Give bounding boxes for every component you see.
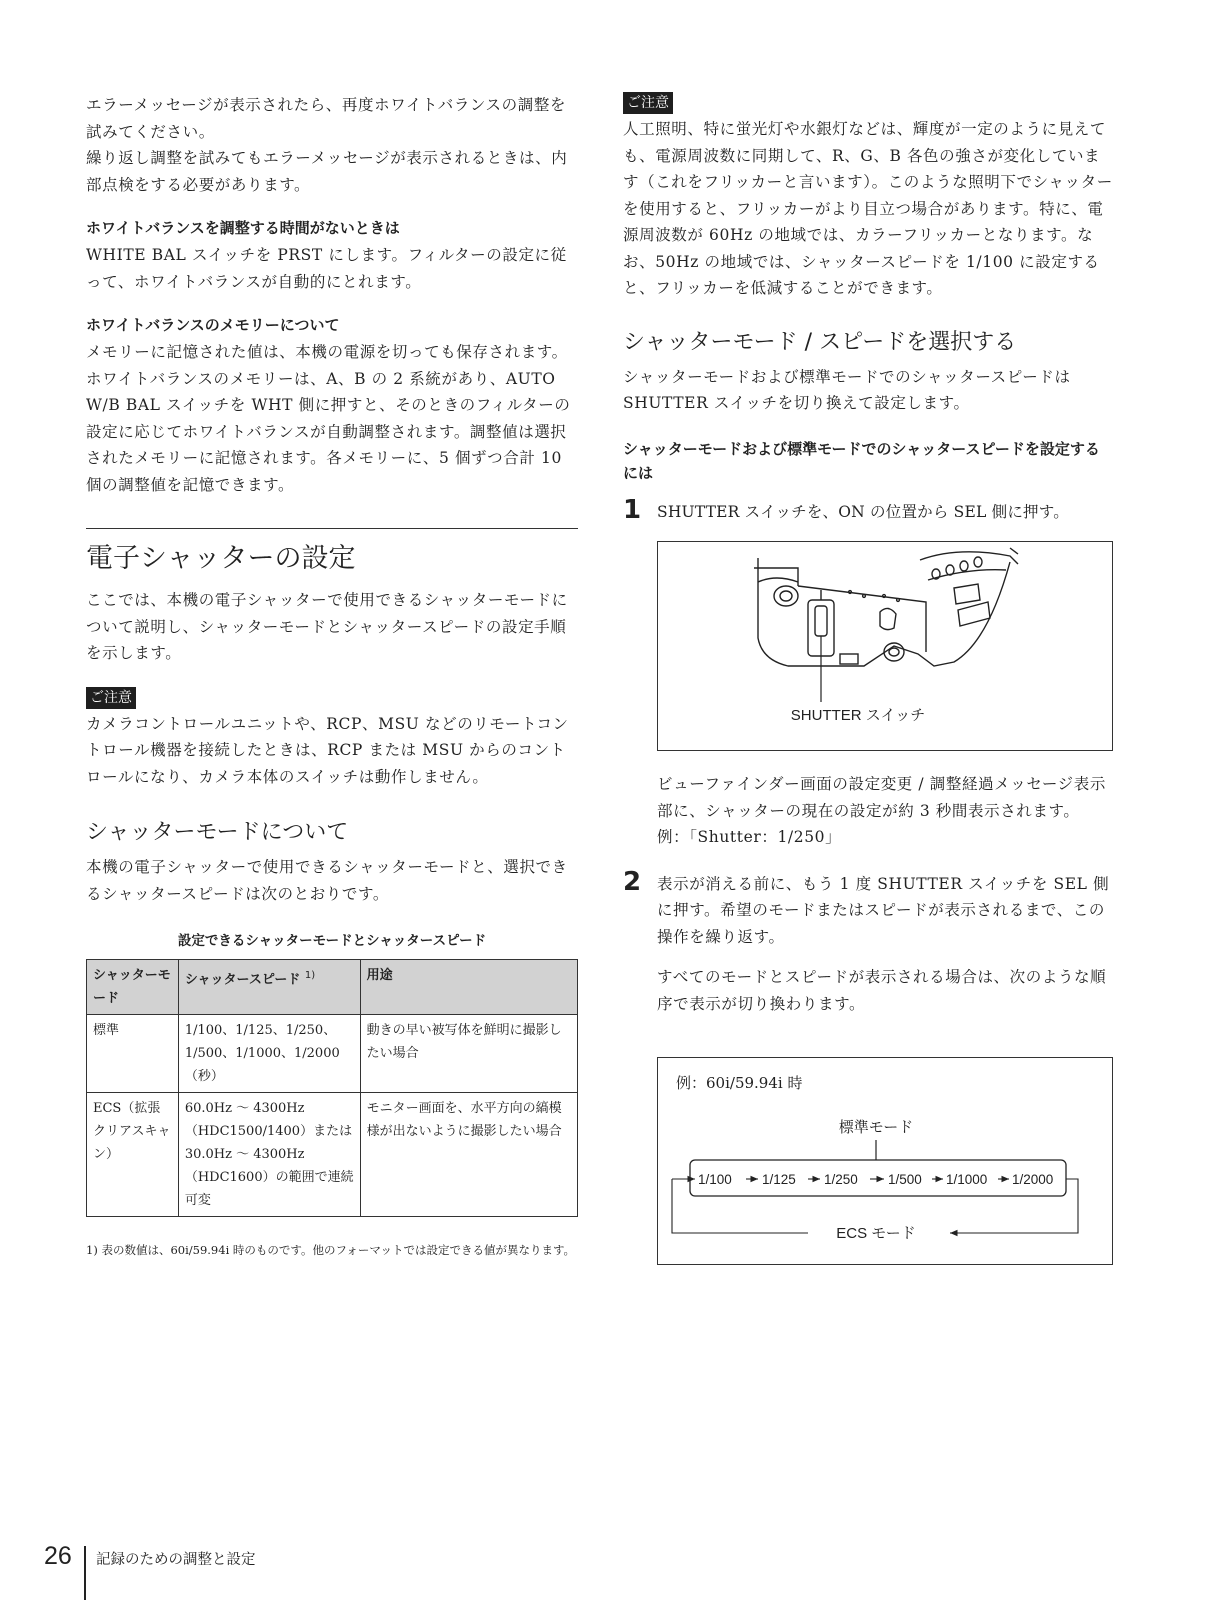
caution-label: ご注意 [86, 687, 136, 709]
step-2 [623, 866, 1113, 951]
table-cell: ECS（拡張クリアスキャン） [87, 1093, 179, 1217]
step-2-note-paragraph: すべてのモードとスピードが表示される場合は、次のような順序で表示が切り換わります。 [657, 968, 1107, 1013]
subheading-no-time: ホワイトバランスを調整する時間がないときは [86, 219, 400, 237]
table-title: 設定できるシャッターモードとシャッタースピード [177, 933, 487, 949]
subheading-memory: ホワイトバランスのメモリーについて [86, 316, 340, 334]
shutter-mode-table [86, 959, 578, 1217]
table-header-row [87, 960, 578, 1015]
flow-ecs-mode-label: ECS モード [836, 1225, 916, 1242]
select-paragraph: シャッターモードおよび標準モードでのシャッタースピードは SHUTTER スイッチを切り換えて設定します。 [623, 367, 1071, 412]
page-number: 26 [44, 1542, 72, 1570]
intro-paragraph-1: エラーメッセージが表示されたら、再度ホワイトバランスの調整を試みてください。 [86, 96, 567, 141]
table-cell: 1/100、1/125、1/250、1/500、1/1000、1/2000（秒） [178, 1015, 360, 1093]
step-number: 1 [623, 494, 642, 525]
right-column [623, 92, 1113, 1265]
caution-paragraph: カメラコントロールユニットや、RCP、MSU などのリモートコントロール機器を接続したときは、RCP または MSU からのコントロールになり、カメラ本体のスイッチは動作しません。 [86, 714, 569, 786]
section-intro: ここでは、本機の電子シャッターで使用できるシャッターモードについて説明し、シャッターモードとシャッタースピードの設定手順を示します。 [86, 591, 568, 662]
caution-block [86, 687, 578, 791]
flow-standard-speed-box [690, 1160, 1066, 1196]
table-row [87, 1015, 578, 1093]
flow-standard-mode-label: 標準モード [838, 1119, 914, 1136]
flow-speed-5: 1/1000 [946, 1172, 988, 1187]
table-header-mode: シャッターモード [87, 960, 179, 1015]
step-1-result [623, 771, 1113, 851]
caution-label: ご注意 [623, 92, 673, 114]
caution-block-flicker [623, 92, 1113, 302]
flicker-caution-paragraph: 人工照明、特に蛍光灯や水銀灯などは、輝度が一定のように見えても、電源周波数に同期して、R、G、B 各色の強さが変化しています（これをフリッカーと言います）。このような照明下でシャッターを使用すると、フリッカーがより目立つ場合があります。特に、電源周波数が 60Hz の地域では、カラーフリッカーとなります。なお、50Hz の地域では、シャッタースピードを 1/100 に設定すると、フリッカーを低減することができます。 [623, 120, 1113, 297]
left-column [86, 92, 578, 1260]
flow-speed-4: 1/500 [888, 1172, 922, 1187]
table-header-speed [178, 960, 360, 1015]
table-cell: 60.0Hz ～ 4300Hz（HDC1500/1400）または 30.0Hz ～ 4300Hz（HDC1600）の範囲で連続可変 [178, 1093, 360, 1217]
table-cell: 標準 [87, 1015, 179, 1093]
flow-speed-1: 1/100 [698, 1172, 732, 1187]
figure-label-shutter-switch: SHUTTER スイッチ [790, 707, 926, 724]
flow-speed-2: 1/125 [762, 1172, 796, 1187]
memory-paragraph-2: ホワイトバランスのメモリーは、A、B の 2 系統があり、AUTO W/B BAL スイッチを WHT 側に押すと、そのときのフィルターの設定に応じてホワイトバランスが自動調整されます。調整値は選択されたメモリーに記憶されます。各メモリーに、5 個ずつ合計 10 個の調整値を記憶できます。 [86, 369, 571, 494]
camera-body-drawing [754, 548, 1018, 666]
intro-paragraph-2: 繰り返し調整を試みてもエラーメッセージが表示されるときは、内部点検をする必要があります。 [86, 149, 568, 194]
table-header-use: 用途 [360, 960, 577, 1015]
table-cell: 動きの早い被写体を鮮明に撮影したい場合 [360, 1015, 577, 1093]
step-2-note [623, 964, 1113, 1017]
step-1-result-paragraph: ビューファインダー画面の設定変更 / 調整経過メッセージ表示部に、シャッターの現在の設定が約 3 秒間表示されます。 [657, 775, 1106, 820]
step-2-instruction: 表示が消える前に、もう 1 度 SHUTTER スイッチを SEL 側に押す。希望のモードまたはスピードが表示されるまで、この操作を繰り返す。 [657, 874, 1110, 946]
camera-figure [657, 541, 1113, 751]
table-row [87, 1093, 578, 1217]
no-time-paragraph: WHITE BAL スイッチを PRST にします。フィルターの設定に従って、ホワイトバランスが自動的にとれます。 [86, 246, 567, 291]
topic-title-shutter-modes: シャッターモードについて [86, 820, 349, 845]
table-header-footnote-mark: 1) [304, 970, 316, 981]
memory-paragraph-1: メモリーに記憶された値は、本機の電源を切っても保存されます。 [86, 343, 568, 361]
footer-divider [84, 1546, 86, 1600]
flow-speed-6: 1/2000 [1012, 1172, 1054, 1187]
table-header-speed-text: シャッタースピード [184, 972, 301, 988]
display-order-svg [658, 1058, 1114, 1266]
table-footnote: 1) 表の数値は、60i/59.94i 時のものです。他のフォーマットでは設定できる値が異なります。 [86, 1243, 576, 1257]
step-1 [623, 494, 1113, 526]
display-order-diagram [657, 1057, 1113, 1265]
step-1-example: 例：「Shutter：1/250」 [657, 828, 842, 846]
step-1-instruction: SHUTTER スイッチを、ON の位置から SEL 側に押す。 [657, 502, 1069, 521]
flow-speed-3: 1/250 [824, 1172, 858, 1187]
subheading-set-speed: シャッターモードおよび標準モードでのシャッタースピードを設定するには [623, 439, 1100, 482]
chapter-title: 記録のための調整と設定 [96, 1552, 256, 1568]
step-number: 2 [623, 866, 642, 897]
topic-title-select: シャッターモード / スピードを選択する [623, 329, 1017, 355]
section-title: 電子シャッターの設定 [86, 528, 578, 577]
topic-paragraph: 本機の電子シャッターで使用できるシャッターモードと、選択できるシャッタースピードは次のとおりです。 [86, 858, 568, 903]
flow-example-label: 例：60i/59.94i 時 [676, 1074, 803, 1092]
table-cell: モニター画面を、水平方向の縞模様が出ないように撮影したい場合 [360, 1093, 577, 1217]
camera-illustration [658, 542, 1114, 752]
